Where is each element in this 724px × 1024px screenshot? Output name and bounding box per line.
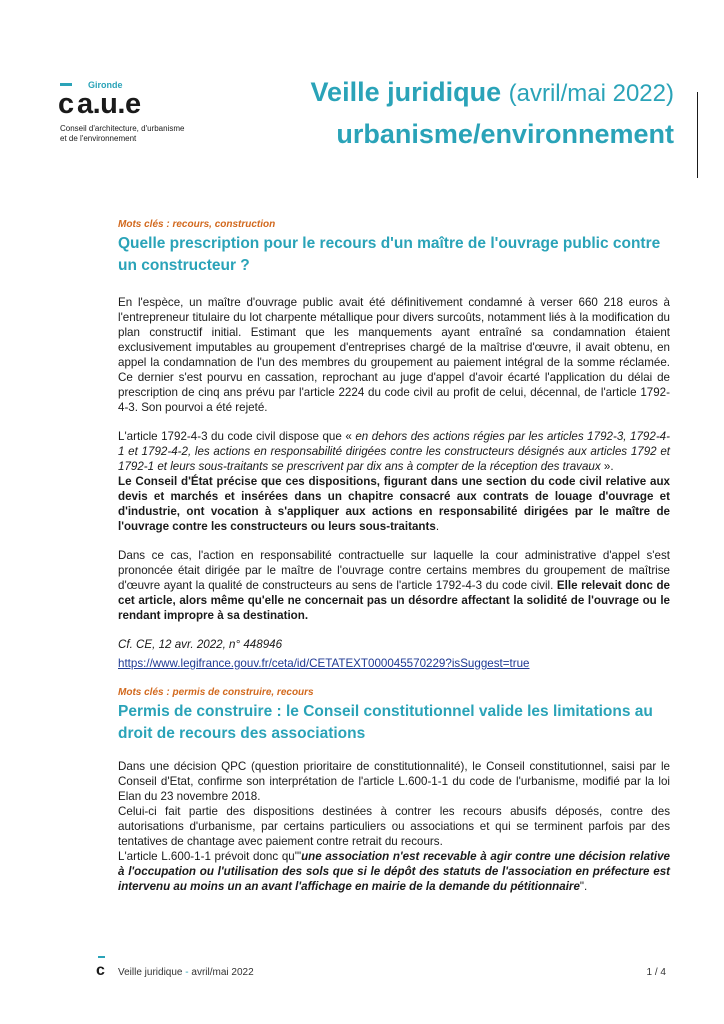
article-1-quote: en dehors des actions régies par les articles 1792-3, 1792-4-1 et 1792-4-2, les actions en responsabilité dirigées contre les constructeurs désignés aux articles 1792 et 1792-1 et leurs sous-traitants se prescrivent par dix ans à compter de la réception des travaux xyxy=(118,430,670,473)
page-title-date: (avril/mai 2022) xyxy=(508,80,674,107)
article-2-heading: Permis de construire : le Conseil constitutionnel valide les limitations au droit de recours des associations xyxy=(118,703,653,742)
footer-label: Veille juridique - avril/mai 2022 xyxy=(118,967,254,978)
article-1-paragraph-2: L'article 1792-4-3 du code civil dispose que « en dehors des actions régies par les articles 1792-3, 1792-4-1 et 1792-4-2, les actions en responsabilité dirigées contre les constructeurs désignés aux articles 1792 et 1792-1 et leurs sous-traitants se prescrivent par dix ans à compter de la réception des travaux ». Le Conseil d'État précise que ces dispositions, figurant dans une section du code civil relative aux devis et marchés et insérées dans un chapitre consacré aux contrats de louage d'ouvrage et d'industrie, ont vocation à s'appliquer aux actions en responsabilité dirigées par le maître de l'ouvrage contre les constructeurs ou leurs sous-traitants. xyxy=(118,430,670,533)
article-1-keywords: Mots clés : recours, construction xyxy=(118,219,276,230)
article-2 xyxy=(118,686,670,894)
page-title: Veille juridique (avril/mai 2022) xyxy=(310,77,674,107)
article-1-paragraph-3: Dans ce cas, l'action en responsabilité contractuelle sur laquelle la cour administrative d'appel s'est prononcée était dirigée par le maître de l'ouvrage contre certains membres du groupement de maîtrise d'œuvre ayant la qualité de constructeurs au sens de l'article 1792-4-3 du code civil. Elle relevait donc de cet article, alors même qu'elle ne concernait pas un désordre affectant la solidité de l'ouvrage ou le rendant impropre à sa destination. xyxy=(118,549,670,622)
logo-subtitle: Conseil d'architecture, d'urbanisme et de l'environnement xyxy=(60,124,185,143)
page-number: 1 / 4 xyxy=(646,967,666,978)
footer-accent-bar xyxy=(98,956,105,958)
article-2-paragraph-2: Celui-ci fait partie des dispositions destinées à contrer les recours abusifs déposés, contre des autorisations d'urbanisme, par certains particuliers ou associations et qui se terminent parfois par des tentatives de chantage avec paiement contre retrait du recours. xyxy=(118,805,670,848)
logo-region: Gironde xyxy=(88,80,123,90)
logo-wordmark: a.u.e xyxy=(77,88,141,120)
header-divider xyxy=(697,92,698,178)
article-1-bold-statement: Le Conseil d'État précise que ces dispositions, figurant dans une section du code civil relative aux devis et marchés et insérées dans un chapitre consacré aux contrats de louage d'ouvrage et d'industrie, ont vocation à s'appliquer aux actions en responsabilité dirigées par le maître de l'ouvrage contre les constructeurs ou leurs sous-traitants xyxy=(118,475,670,533)
article-1 xyxy=(118,218,670,672)
logo-c: c xyxy=(58,88,74,120)
article-1-paragraph-1: En l'espèce, un maître d'ouvrage public avait été définitivement condamné à verser 660 218 euros à l'entrepreneur titulaire du lot charpente métallique pour divers surcoûts, notamment liés à la modification du plan constructif initial. Estimant que les manquements ayant entraîné sa condamnation étaient exclusivement imputables au groupement d'entreprises chargé de la maîtrise d'œuvre, il avait obtenu, en appel la condamnation de l'un des membres du groupement au paiement intégral de la somme réclamée. Ce dernier s'est pourvu en cassation, reprochant au juge d'appel d'avoir écarté l'application du délai de prescription de cinq ans prévu par l'article 2224 du code civil au profit de celui, décennal, de l'article 1792-4-3. Son pourvoi a été rejeté. xyxy=(118,296,670,414)
page-subtitle: urbanisme/environnement xyxy=(336,119,674,149)
article-1-heading: Quelle prescription pour le recours d'un maître de l'ouvrage public contre un constructeur ? xyxy=(118,235,661,274)
article-1-link[interactable]: https://www.legifrance.gouv.fr/ceta/id/CETATEXT000045570229?isSuggest=true xyxy=(118,657,530,670)
article-1-citation: Cf. CE, 12 avr. 2022, n° 448946 xyxy=(118,638,283,651)
footer-logo-c: c xyxy=(96,962,105,979)
page-title-block xyxy=(311,76,674,152)
article-2-quote: une association n'est recevable à agir contre une décision relative à l'occupation ou l'utilisation des sols que si le dépôt des statuts de l'association en préfecture est intervenu au moins un an avant l'affichage en mairie de la demande du pétitionnaire xyxy=(118,850,671,893)
article-2-paragraph-1: Dans une décision QPC (question prioritaire de constitutionnalité), le Conseil constitutionnel, saisi par le Conseil d'Etat, confirme son interprétation de l'article L.600-1-1 du code de l'urbanisme, modifié par la loi Elan du 23 novembre 2018. xyxy=(118,760,670,803)
article-2-paragraph-3: L'article L.600-1-1 prévoit donc qu'"une association n'est recevable à agir contre une décision relative à l'occupation ou l'utilisation des sols que si le dépôt des statuts de l'association en préfecture est intervenu au moins un an avant l'affichage en mairie de la demande du pétitionnaire". xyxy=(118,850,671,893)
article-2-keywords: Mots clés : permis de construire, recours xyxy=(118,687,314,698)
logo-accent-bar xyxy=(60,83,72,86)
